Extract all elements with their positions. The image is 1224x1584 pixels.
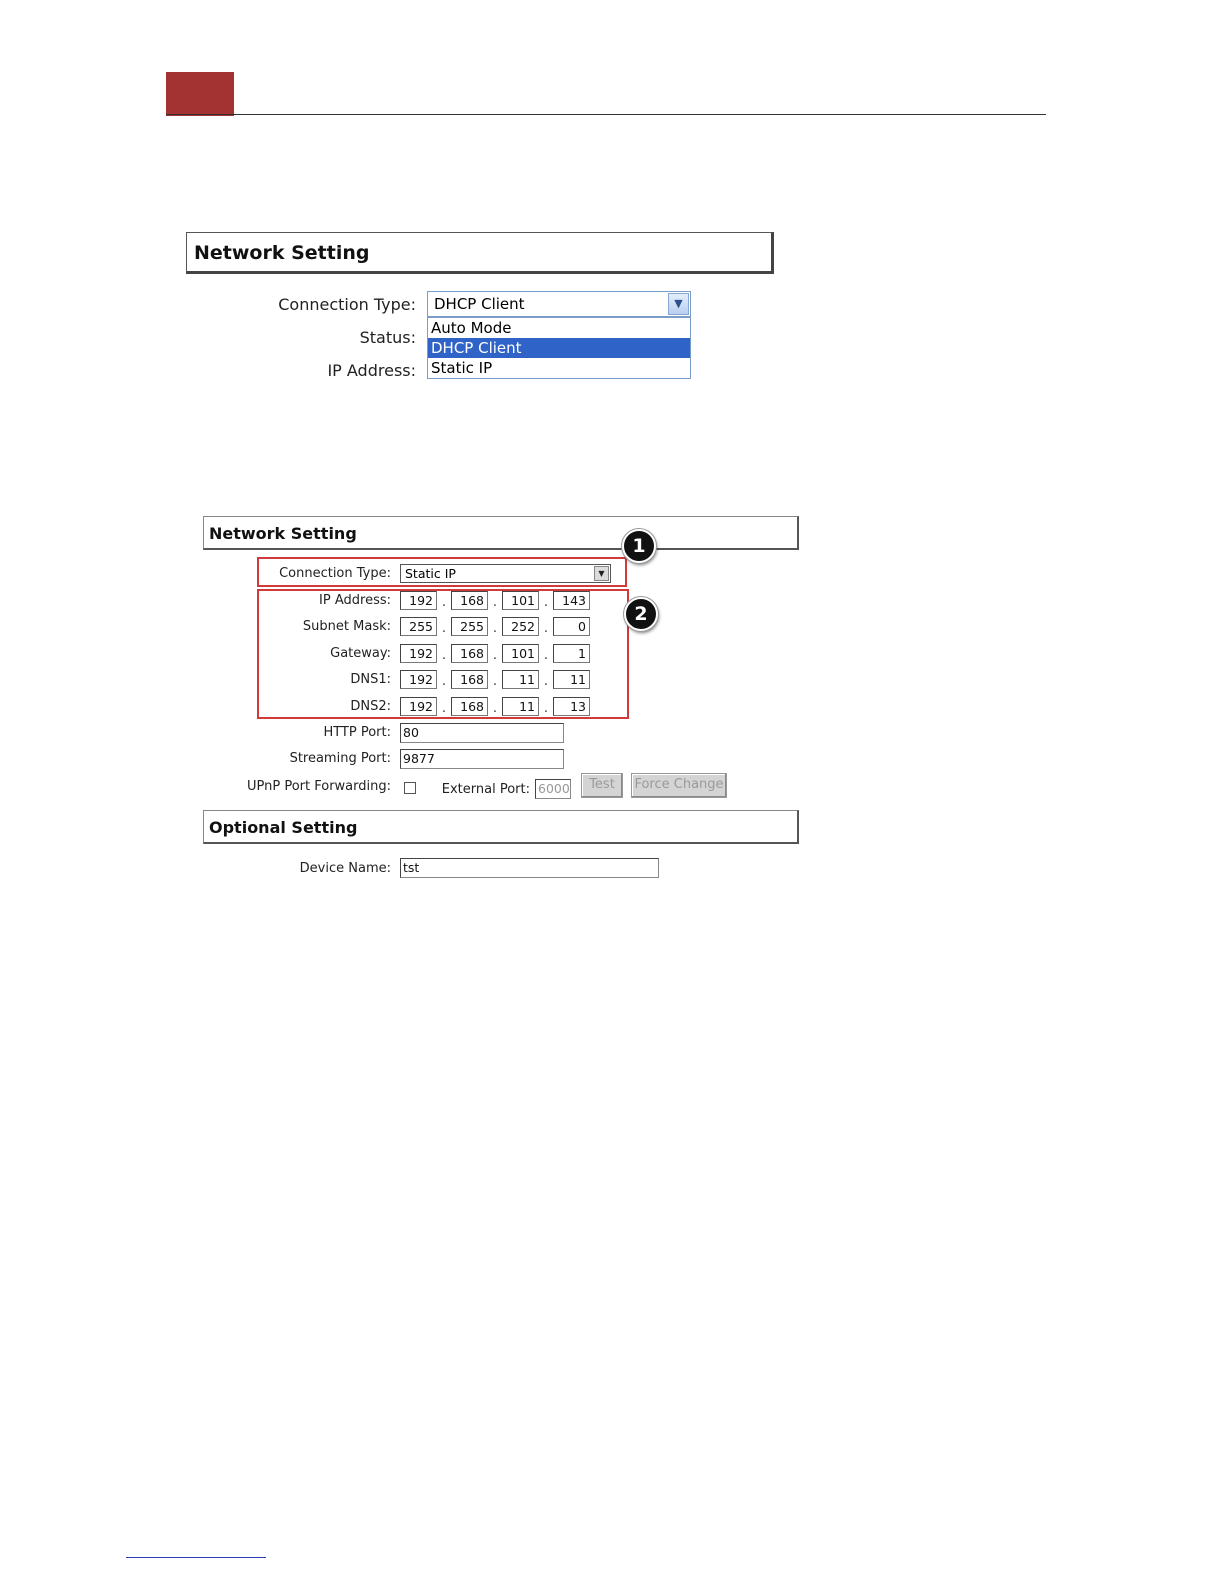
http-port-input[interactable]: 80: [400, 723, 564, 743]
upnp-label: UPnP Port Forwarding:: [246, 779, 391, 794]
connection-type-value: DHCP Client: [434, 295, 525, 313]
dns2-octet-2[interactable]: 168: [451, 697, 488, 716]
ip-octet-3[interactable]: 101: [502, 591, 539, 610]
option-static-ip[interactable]: Static IP: [431, 359, 493, 377]
callout-2: 2: [624, 597, 658, 631]
octet-separator: .: [543, 595, 549, 610]
option-dhcp-client[interactable]: DHCP Client: [428, 338, 690, 358]
gateway-octet-1[interactable]: 192: [400, 644, 437, 663]
ip-address-label-2: IP Address:: [319, 593, 391, 608]
subnet-mask-label: Subnet Mask:: [302, 619, 391, 634]
http-port-label: HTTP Port:: [323, 725, 391, 740]
chapter-header-block: [166, 72, 234, 116]
connection-type-dropdown-list: [427, 317, 691, 379]
optional-setting-title: Optional Setting: [203, 810, 799, 844]
dns2-octet-3[interactable]: 11: [502, 697, 539, 716]
test-button[interactable]: Test: [581, 773, 623, 798]
streaming-port-input[interactable]: 9877: [400, 749, 564, 769]
mask-octet-4[interactable]: 0: [553, 617, 590, 636]
network-setting-title-2: Network Setting: [203, 516, 799, 550]
status-label: Status:: [359, 328, 416, 347]
octet-separator: .: [543, 621, 549, 636]
gateway-octet-4[interactable]: 1: [553, 644, 590, 663]
octet-separator: .: [543, 701, 549, 716]
octet-separator: .: [441, 648, 447, 663]
connection-type-select[interactable]: [427, 291, 691, 317]
octet-separator: .: [441, 674, 447, 689]
octet-separator: .: [492, 701, 498, 716]
octet-separator: .: [543, 648, 549, 663]
octet-separator: .: [543, 674, 549, 689]
dns1-label: DNS1:: [350, 672, 391, 687]
mask-octet-2[interactable]: 255: [451, 617, 488, 636]
callout-1: 1: [622, 529, 656, 563]
octet-separator: .: [441, 595, 447, 610]
external-port-input[interactable]: 6000: [535, 779, 571, 799]
mask-octet-3[interactable]: 252: [502, 617, 539, 636]
ip-octet-2[interactable]: 168: [451, 591, 488, 610]
connection-type-value-2: Static IP: [405, 566, 456, 581]
octet-separator: .: [492, 674, 498, 689]
chevron-down-icon[interactable]: ▼: [668, 293, 689, 315]
device-name-label: Device Name:: [299, 861, 391, 876]
dns1-octet-2[interactable]: 168: [451, 670, 488, 689]
streaming-port-label: Streaming Port:: [289, 751, 391, 766]
ip-octet-4[interactable]: 143: [553, 591, 590, 610]
gateway-octet-2[interactable]: 168: [451, 644, 488, 663]
octet-separator: .: [492, 648, 498, 663]
dns2-octet-4[interactable]: 13: [553, 697, 590, 716]
gateway-octet-3[interactable]: 101: [502, 644, 539, 663]
dns2-octet-1[interactable]: 192: [400, 697, 437, 716]
octet-separator: .: [441, 621, 447, 636]
footer-rule: [126, 1557, 266, 1558]
octet-separator: .: [492, 595, 498, 610]
external-port-label: External Port:: [441, 782, 530, 797]
dns1-octet-1[interactable]: 192: [400, 670, 437, 689]
header-rule: [166, 114, 1046, 115]
ip-address-label: IP Address:: [327, 361, 416, 380]
force-change-button[interactable]: Force Change: [631, 773, 727, 798]
dns1-octet-3[interactable]: 11: [502, 670, 539, 689]
connection-type-select-2[interactable]: [400, 564, 611, 583]
ip-octet-1[interactable]: 192: [400, 591, 437, 610]
connection-type-label-2: Connection Type:: [279, 566, 391, 581]
octet-separator: .: [441, 701, 447, 716]
device-name-input[interactable]: tst: [400, 858, 659, 878]
network-setting-title: Network Setting: [186, 232, 774, 274]
dns1-octet-4[interactable]: 11: [553, 670, 590, 689]
gateway-label: Gateway:: [330, 646, 391, 661]
dns2-label: DNS2:: [350, 699, 391, 714]
option-auto-mode[interactable]: Auto Mode: [431, 319, 512, 337]
octet-separator: .: [492, 621, 498, 636]
chevron-down-icon[interactable]: ▼: [594, 566, 609, 581]
mask-octet-1[interactable]: 255: [400, 617, 437, 636]
connection-type-label: Connection Type:: [278, 295, 416, 314]
